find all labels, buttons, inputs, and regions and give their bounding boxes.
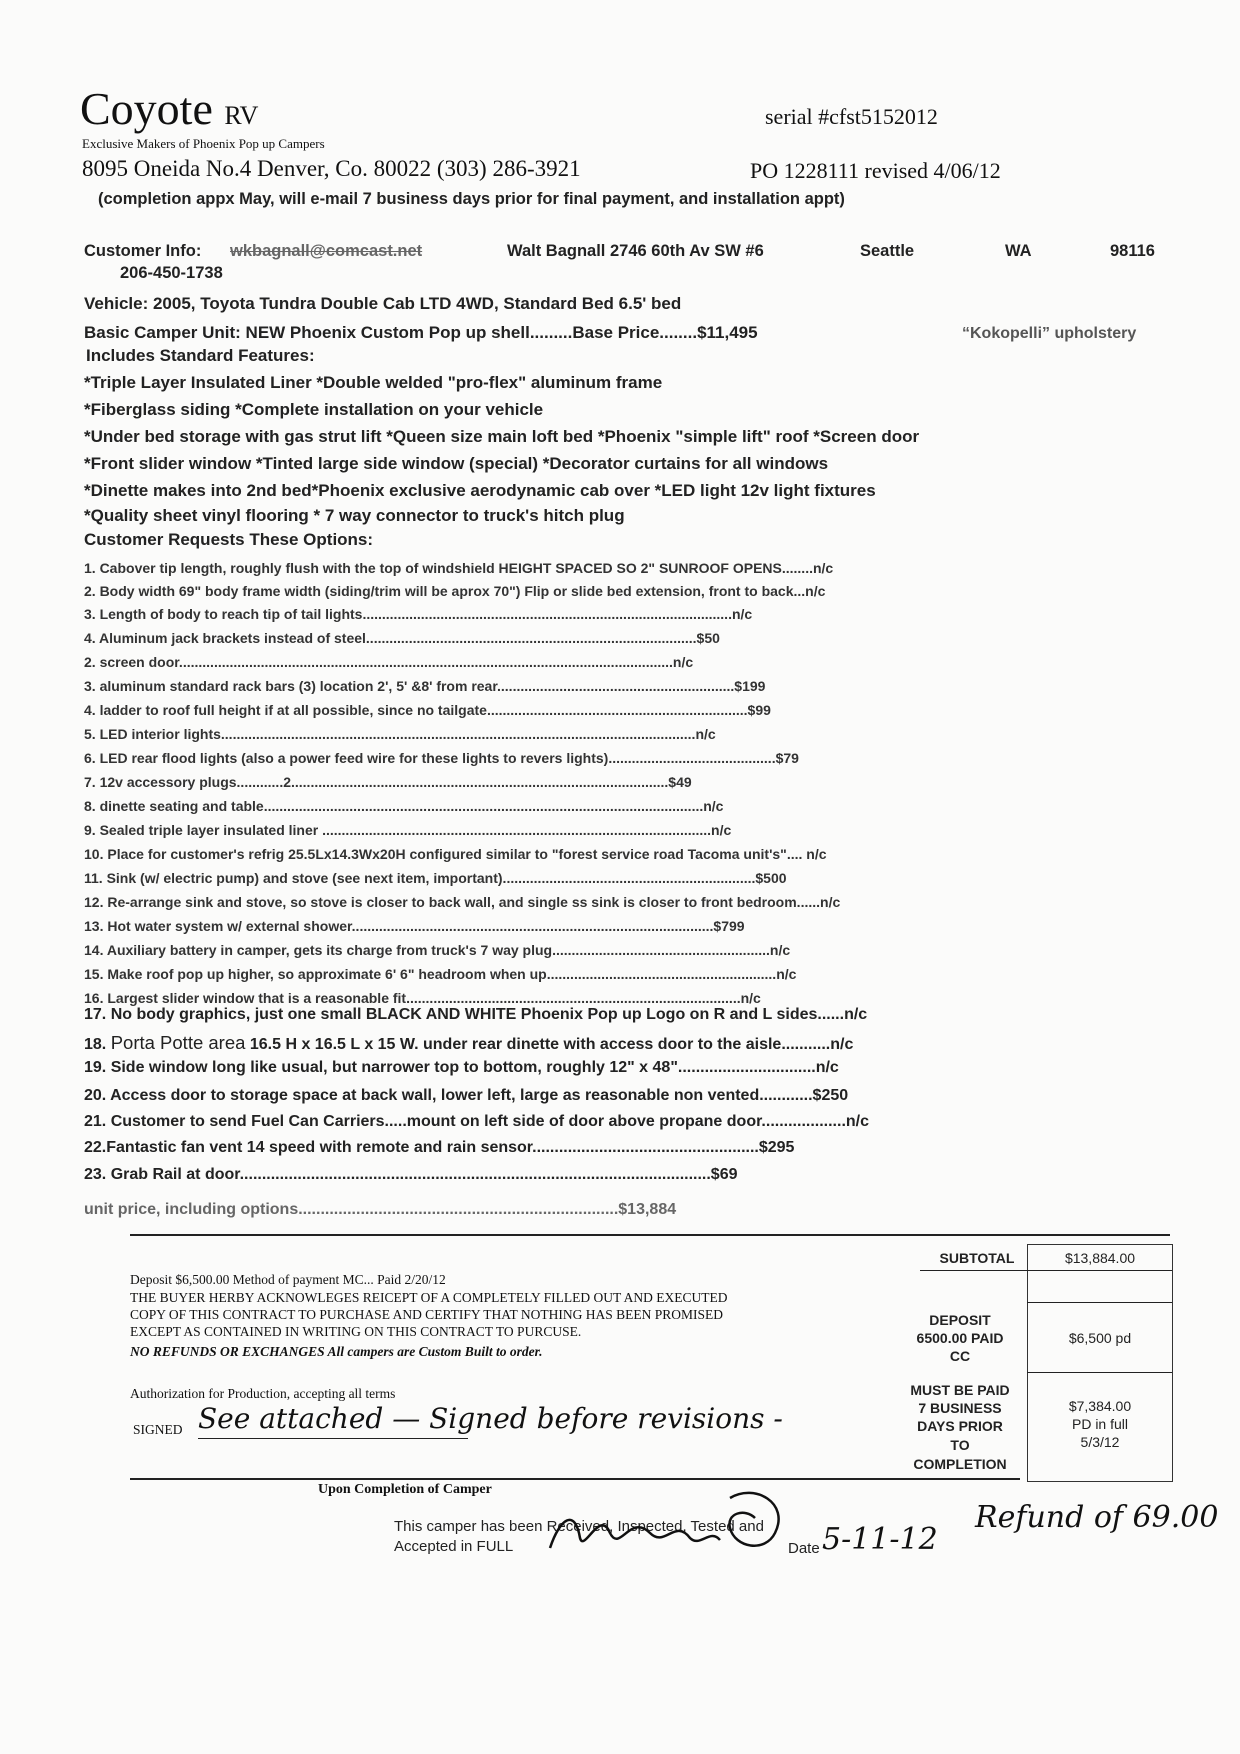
customer-info-label: Customer Info:	[84, 242, 202, 260]
option-item: 2. screen door...............................................................................................................................n/c	[84, 654, 694, 670]
customer-state: WA	[1005, 242, 1032, 260]
option-item: 16. Largest slider window that is a reasonable fit......................................................................................n/c	[84, 990, 761, 1006]
due-label: TO	[950, 1437, 970, 1453]
option-item: 6. LED rear flood lights (also a power feed wire for these lights to revers lights)...........................................$79	[84, 750, 799, 766]
option-item: 9. Sealed triple layer insulated liner ....................................................................................................n/c	[84, 822, 732, 838]
option-item: 4. Aluminum jack brackets instead of steel.....................................................................................$50	[84, 630, 720, 646]
due-label: COMPLETION	[913, 1456, 1007, 1472]
option-item: 22.Fantastic fan vent 14 speed with remote and rain sensor...................................................$295	[84, 1139, 795, 1156]
option-item: 1. Cabover tip length, roughly flush with the top of windshield HEIGHT SPACED SO 2" SUNROOF OPENS........n/c	[84, 560, 834, 576]
option-rest: 16.5 H x 16.5 L x 15 W. under rear dinette with access door to the aisle...........n/c	[245, 1036, 854, 1053]
option-item: 19. Side window long like usual, but narrower top to bottom, roughly 12" x 48"...............................n/c	[84, 1059, 839, 1076]
deposit-label: DEPOSIT	[929, 1312, 991, 1328]
upon-completion-label: Upon Completion of Camper	[318, 1482, 492, 1497]
deposit-label: CC	[949, 1348, 971, 1364]
signature-note: See attached — Signed before revisions -	[198, 1402, 783, 1435]
option-item: 12. Re-arrange sink and stove, so stove is closer to back wall, and single ss sink is closer to front bedroom......n/c	[84, 894, 841, 910]
option-item	[84, 1032, 853, 1054]
received-text: Accepted in FULL	[394, 1538, 514, 1555]
acknowledgement-text: THE BUYER HERBY ACKNOWLEGES REICEPT OF A COMPLETELY FILLED OUT AND EXECUTED	[130, 1290, 728, 1305]
feature-line: *Triple Layer Insulated Liner *Double welded "pro-flex" aluminum frame	[84, 373, 663, 392]
due-value: 5/3/12	[1080, 1434, 1120, 1450]
option-item: 14. Auxiliary battery in camper, gets its charge from truck's 7 way plug........................................................n/c	[84, 942, 791, 958]
due-label: 7 BUSINESS	[918, 1400, 1002, 1416]
option-item: 5. LED interior lights..........................................................................................................................n/c	[84, 726, 716, 742]
serial-number: serial #cfst5152012	[765, 104, 938, 129]
option-item: 3. Length of body to reach tip of tail lights...............................................................................................n/c	[84, 606, 753, 622]
authorization-text: Authorization for Production, accepting all terms	[130, 1386, 396, 1401]
upholstery-note: “Kokopelli” upholstery	[962, 325, 1137, 342]
po-number: PO 1228111 revised 4/06/12	[750, 158, 1001, 183]
company-address: 8095 Oneida No.4 Denver, Co. 80022 (303) 286-3921	[82, 156, 581, 181]
option-item: 11. Sink (w/ electric pump) and stove (see next item, important).................................................................$500	[84, 870, 787, 886]
feature-line: *Quality sheet vinyl flooring * 7 way connector to truck's hitch plug	[84, 506, 625, 525]
option-item: 20. Access door to storage space at back wall, lower left, large as reasonable non vented............$250	[84, 1087, 849, 1104]
unit-price-line: unit price, including options........................................................................$13,884	[84, 1201, 677, 1218]
due-value: $7,384.00	[1068, 1398, 1132, 1414]
acknowledgement-text: COPY OF THIS CONTRACT TO PURCHASE AND CERTIFY THAT NOTHING HAS BEEN PROMISED	[130, 1307, 724, 1322]
summary-divider	[920, 1270, 1027, 1271]
customer-zip: 98116	[1110, 242, 1155, 260]
due-value: PD in full	[1071, 1416, 1129, 1432]
completion-note: (completion appx May, will e-mail 7 business days prior for final payment, and installation appt)	[98, 190, 845, 208]
option-emphasis: Porta Potte area	[110, 1032, 246, 1053]
basic-unit-line: Basic Camper Unit: NEW Phoenix Custom Pop up shell.........Base Price........$11,495	[84, 323, 758, 342]
company-tagline: Exclusive Makers of Phoenix Pop up Campers	[82, 136, 325, 151]
customer-signature	[540, 1478, 800, 1558]
subtotal-label: SUBTOTAL	[939, 1250, 1015, 1266]
feature-line: *Under bed storage with gas strut lift *Queen size main loft bed *Phoenix "simple lift" roof *Screen door	[84, 427, 920, 446]
section-divider	[130, 1234, 1170, 1236]
feature-line: *Dinette makes into 2nd bed*Phoenix exclusive aerodynamic cab over *LED light 12v light fixtures	[84, 481, 876, 500]
customer-city: Seattle	[860, 242, 915, 260]
option-prefix: 18.	[84, 1036, 111, 1053]
option-item: 21. Customer to send Fuel Can Carriers.....mount on left side of door above propane door...................n/c	[84, 1113, 870, 1130]
handwritten-date: 5-11-12	[822, 1522, 938, 1557]
option-item: 3. aluminum standard rack bars (3) location 2', 5' &8' from rear.............................................................$199	[84, 678, 766, 694]
option-item: 15. Make roof pop up higher, so approximate 6' 6" headroom when up...........................................................n/c	[84, 966, 797, 982]
option-item: 23. Grab Rail at door..........................................................................................................$69	[84, 1166, 738, 1183]
signed-label: SIGNED	[133, 1422, 183, 1437]
options-label: Customer Requests These Options:	[84, 530, 374, 549]
customer-email-struck: wkbagnall@comcast.net	[230, 242, 423, 260]
subtotal-value: $13,884.00	[1064, 1250, 1136, 1266]
option-item: 7. 12v accessory plugs............2.................................................................................................$49	[84, 774, 692, 790]
signature-line	[198, 1438, 468, 1439]
due-label: MUST BE PAID	[910, 1382, 1010, 1398]
deposit-line: Deposit $6,500.00 Method of payment MC... Paid 2/20/12	[130, 1272, 446, 1287]
customer-phone: 206-450-1738	[120, 264, 223, 282]
option-item: 13. Hot water system w/ external shower.............................................................................................$799	[84, 918, 745, 934]
deposit-label: 6500.00 PAID	[916, 1330, 1004, 1346]
received-text: This camper has been Received, Inspected, Tested and	[394, 1518, 764, 1535]
option-item: 2. Body width 69" body frame width (siding/trim will be aprox 70") Flip or slide bed extension, front to back...n/c	[84, 583, 826, 599]
feature-line: *Fiberglass siding *Complete installation on your vehicle	[84, 400, 544, 419]
option-item: 8. dinette seating and table.................................................................................................................n/c	[84, 798, 724, 814]
due-label: DAYS PRIOR	[917, 1418, 1003, 1434]
company-suffix: RV	[224, 101, 259, 130]
acknowledgement-text: EXCEPT AS CONTAINED IN WRITING ON THIS CONTRACT TO PURCUSE.	[130, 1324, 582, 1339]
option-item: 4. ladder to roof full height if at all possible, since no tailgate...................................................................$99	[84, 702, 771, 718]
handwritten-refund-note: Refund of 69.00	[975, 1500, 1219, 1535]
summary-divider	[1027, 1270, 1172, 1271]
no-refunds-note: NO REFUNDS OR EXCHANGES All campers are Custom Built to order.	[130, 1344, 543, 1359]
option-item: 17. No body graphics, just one small BLACK AND WHITE Phoenix Pop up Logo on R and L sides......n/c	[84, 1006, 868, 1023]
customer-name-address: Walt Bagnall 2746 60th Av SW #6	[507, 242, 764, 260]
summary-divider	[1027, 1302, 1172, 1303]
vehicle-line: Vehicle: 2005, Toyota Tundra Double Cab LTD 4WD, Standard Bed 6.5' bed	[84, 294, 682, 313]
feature-line: *Front slider window *Tinted large side window (special) *Decorator curtains for all windows	[84, 454, 829, 473]
company-name-text: Coyote	[80, 83, 213, 134]
date-label: Date	[788, 1540, 820, 1557]
company-name	[80, 82, 258, 135]
deposit-value: $6,500 pd	[1068, 1330, 1132, 1346]
summary-divider	[1027, 1372, 1172, 1373]
includes-label: Includes Standard Features:	[86, 346, 315, 365]
option-item: 10. Place for customer's refrig 25.5Lx14.3Wx20H configured similar to "forest service road Tacoma unit's".... n/c	[84, 846, 827, 862]
